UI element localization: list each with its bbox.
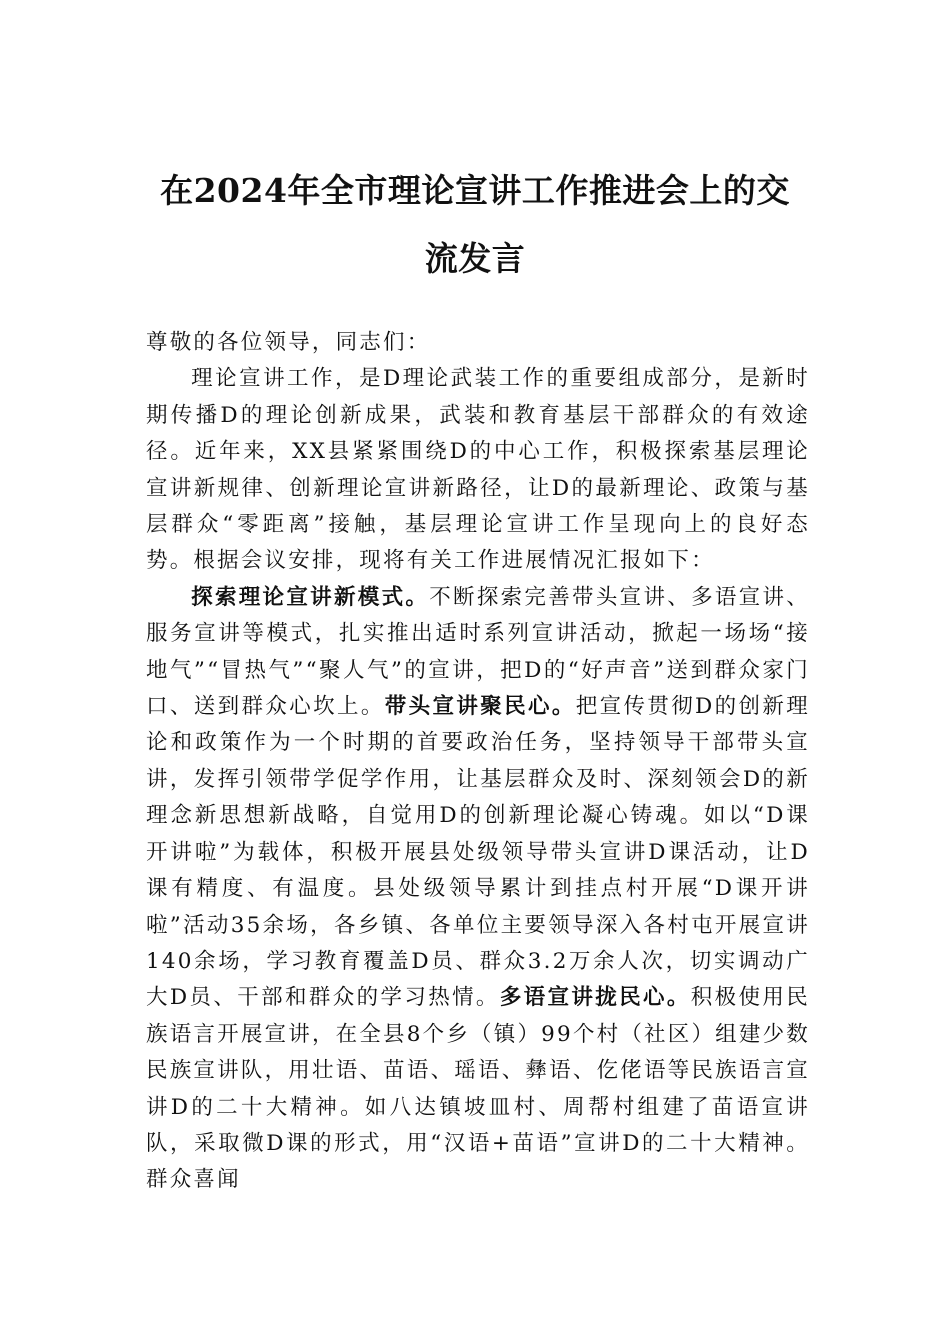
subsection-text-2: 积极使用民族语言开展宣讲，在全县8个乡（镇）99个村（社区）组建少数民族宣讲队，用壮语、苗语、瑶语、彝语、仡佬语等民族语言宣讲D的二十大精神。如八达镇坡皿村、周帮村组建了苗语宣讲队，采取微D课的形式，用“汉语+苗语”宣讲D的二十大精神。群众喜闻 xyxy=(146,985,810,1193)
section-text: 不断探索完善带头宣讲、多语宣讲、服务宣讲等模式，扎实推出适时系列宣讲活动，掀起一场场“接地气”“冒热气”“聚人气”的宣讲，把D的“好声音”送到群众家门口、送到群众心坎上。 xyxy=(146,584,810,720)
section-heading: 探索理论宣讲新模式。 xyxy=(191,584,430,610)
subsection-heading-1: 带头宣讲聚民心。 xyxy=(384,694,576,720)
section-paragraph xyxy=(146,580,810,1199)
subsection-text-1: 把宣传贯彻D的创新理论和政策作为一个时期的首要政治任务，坚持领导干部带头宣讲，发挥引领带学促学作用，让基层群众及时、深刻领会D的新理念新思想新战略，自觉用D的创新理论凝心铸魂。如以“D课开讲啦”为载体，积极开展县处级领导带头宣讲D课活动，让D课有精度、有温度。县处级领导累计到挂点村开展“D课开讲啦”活动35余场，各乡镇、各单位主要领导深入各村屯开展宣讲140余场，学习教育覆盖D员、群众3.2万余人次，切实调动广大D员、干部和群众的学习热情。 xyxy=(146,694,810,1011)
intro-paragraph: 理论宣讲工作，是D理论武装工作的重要组成部分，是新时期传播D的理论创新成果，武装和教育基层干部群众的有效途径。近年来，XX县紧紧围绕D的中心工作，积极探索基层理论宣讲新规律、创新理论宣讲新路径，让D的最新理论、政策与基层群众“零距离”接触，基层理论宣讲工作呈现向上的良好态势。根据会议安排，现将有关工作进展情况汇报如下： xyxy=(146,366,810,574)
subsection-heading-2: 多语宣讲拢民心。 xyxy=(499,985,691,1011)
salutation: 尊敬的各位领导，同志们： xyxy=(146,330,431,355)
document-title-line-1: 在2024年全市理论宣讲工作推进会上的交 xyxy=(160,171,790,210)
document-title-line-2: 流发言 xyxy=(424,239,526,278)
document-body xyxy=(146,325,810,1199)
